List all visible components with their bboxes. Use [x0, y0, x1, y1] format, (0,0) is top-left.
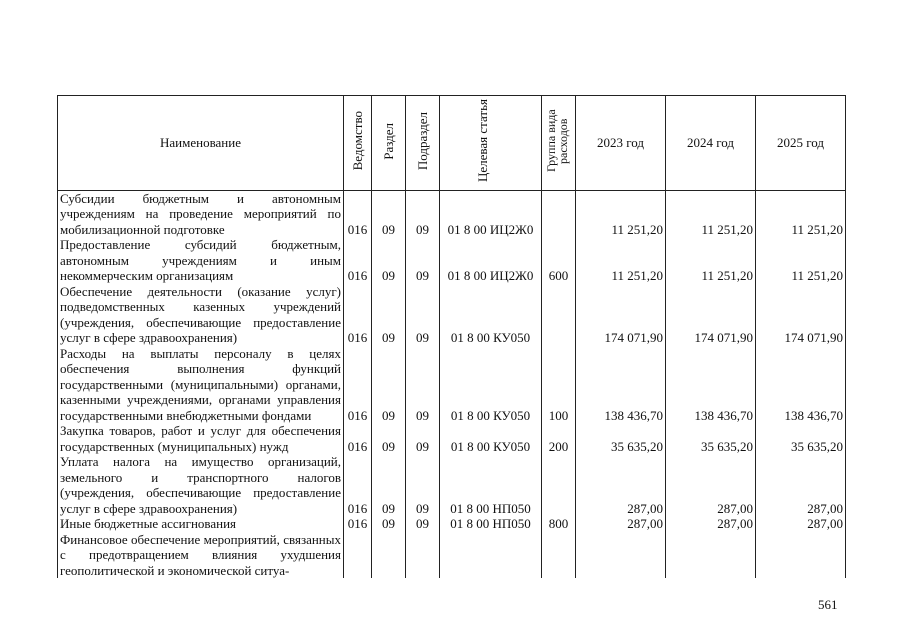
row-2023: 138 436,70 — [576, 346, 666, 424]
row-dept: 016 — [344, 190, 372, 237]
header-name: Наименование — [58, 96, 344, 191]
header-2025: 2025 год — [756, 96, 846, 191]
row-2024: 35 635,20 — [666, 423, 756, 454]
row-section: 09 — [372, 423, 406, 454]
row-2025: 35 635,20 — [756, 423, 846, 454]
row-2025: 287,00 — [756, 516, 846, 532]
row-dept: 016 — [344, 237, 372, 284]
row-group: 200 — [542, 423, 576, 454]
row-group: 100 — [542, 346, 576, 424]
row-name: Обеспечение деятельности (оказание услуг) подведомственных казенных учреждений (учреждения, обеспечивающие предоставление услуг в сфере здравоохранения) — [58, 284, 344, 346]
table-row — [58, 346, 846, 424]
row-2024: 174 071,90 — [666, 284, 756, 346]
header-2024: 2024 год — [666, 96, 756, 191]
row-section: 09 — [372, 516, 406, 532]
row-name: Закупка товаров, работ и услуг для обеспечения государственных (муниципальных) нужд — [58, 423, 344, 454]
row-subsection: 09 — [406, 284, 440, 346]
header-dept: Ведомство — [344, 96, 372, 191]
row-section: 09 — [372, 237, 406, 284]
row-section: 09 — [372, 284, 406, 346]
row-2023: 11 251,20 — [576, 190, 666, 237]
row-name: Предоставление субсидий бюджетным, автономным учреждениям и иным некоммерческим организациям — [58, 237, 344, 284]
row-section — [372, 532, 406, 579]
table-row — [58, 423, 846, 454]
row-group: 600 — [542, 237, 576, 284]
row-target: 01 8 00 КУ050 — [440, 346, 542, 424]
row-name: Иные бюджетные ассигнования — [58, 516, 344, 532]
row-subsection: 09 — [406, 516, 440, 532]
row-target: 01 8 00 КУ050 — [440, 423, 542, 454]
header-section: Раздел — [372, 96, 406, 191]
row-group — [542, 284, 576, 346]
table-body — [58, 190, 846, 578]
row-2025: 174 071,90 — [756, 284, 846, 346]
row-name: Уплата налога на имущество организаций, земельного и транспортного налогов (учреждения, обеспечивающие предоставление услуг в сфере здравоохранения) — [58, 454, 344, 516]
table-row — [58, 284, 846, 346]
table-row — [58, 190, 846, 237]
row-2025: 11 251,20 — [756, 237, 846, 284]
row-name: Расходы на выплаты персоналу в целях обеспечения выполнения функций государственными (муниципальными) органами, казенными учреждениями, органами управления государственными внебюджетными фондами — [58, 346, 344, 424]
row-dept — [344, 532, 372, 579]
row-group: 800 — [542, 516, 576, 532]
row-2023 — [576, 532, 666, 579]
row-dept: 016 — [344, 346, 372, 424]
budget-table — [57, 95, 846, 578]
row-dept: 016 — [344, 423, 372, 454]
row-dept: 016 — [344, 516, 372, 532]
row-target: 01 8 00 НП050 — [440, 516, 542, 532]
row-group — [542, 532, 576, 579]
header-subsection: Подраздел — [406, 96, 440, 191]
row-2024: 11 251,20 — [666, 190, 756, 237]
table-row — [58, 532, 846, 579]
row-2025: 11 251,20 — [756, 190, 846, 237]
header-target: Целевая статья — [440, 96, 542, 191]
row-subsection: 09 — [406, 454, 440, 516]
row-target — [440, 532, 542, 579]
row-subsection: 09 — [406, 423, 440, 454]
row-section: 09 — [372, 190, 406, 237]
row-name: Финансовое обеспечение мероприятий, связанных с предотвращением влияния ухудшения геополитической и экономической ситуа- — [58, 532, 344, 579]
row-2024: 287,00 — [666, 516, 756, 532]
row-2024: 138 436,70 — [666, 346, 756, 424]
row-2024: 287,00 — [666, 454, 756, 516]
header-2023: 2023 год — [576, 96, 666, 191]
row-dept: 016 — [344, 284, 372, 346]
header-group: Группа вида расходов — [542, 96, 576, 191]
table-row — [58, 237, 846, 284]
table-row — [58, 454, 846, 516]
row-2025: 138 436,70 — [756, 346, 846, 424]
row-2024 — [666, 532, 756, 579]
row-section: 09 — [372, 346, 406, 424]
row-2023: 287,00 — [576, 454, 666, 516]
row-target: 01 8 00 КУ050 — [440, 284, 542, 346]
row-dept: 016 — [344, 454, 372, 516]
page-number: 561 — [818, 597, 838, 612]
row-subsection: 09 — [406, 190, 440, 237]
row-2023: 35 635,20 — [576, 423, 666, 454]
row-group — [542, 190, 576, 237]
row-2023: 11 251,20 — [576, 237, 666, 284]
row-2024: 11 251,20 — [666, 237, 756, 284]
row-name: Субсидии бюджетным и автономным учреждениям на проведение мероприятий по мобилизационной подготовке — [58, 190, 344, 237]
row-2025: 287,00 — [756, 454, 846, 516]
table-row — [58, 516, 846, 532]
row-target: 01 8 00 ИЦ2Ж0 — [440, 190, 542, 237]
row-target: 01 8 00 ИЦ2Ж0 — [440, 237, 542, 284]
row-group — [542, 454, 576, 516]
row-2023: 174 071,90 — [576, 284, 666, 346]
row-section: 09 — [372, 454, 406, 516]
row-subsection: 09 — [406, 237, 440, 284]
table-header-row — [58, 96, 846, 191]
row-subsection: 09 — [406, 346, 440, 424]
row-2023: 287,00 — [576, 516, 666, 532]
row-target: 01 8 00 НП050 — [440, 454, 542, 516]
row-subsection — [406, 532, 440, 579]
row-2025 — [756, 532, 846, 579]
